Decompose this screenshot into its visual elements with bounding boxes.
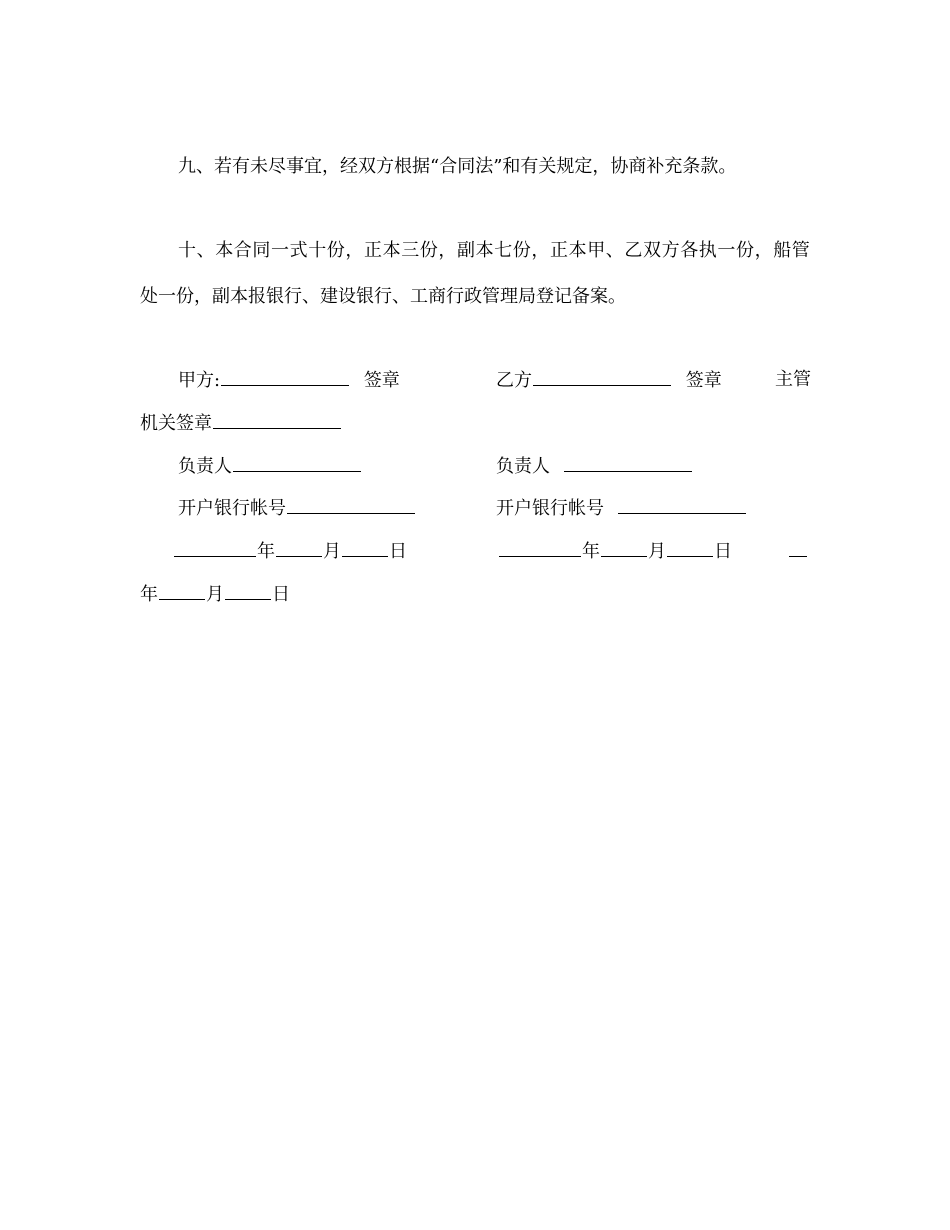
- authority-date-row: [140, 583, 290, 606]
- party-a-day-blank: [342, 540, 388, 557]
- party-a-responsible-blank: [233, 455, 361, 472]
- party-b-month-blank: [601, 540, 647, 557]
- party-a-bank-blank: [287, 497, 415, 514]
- party-a-month-label: 月: [323, 541, 341, 562]
- party-a-date-row: [173, 540, 407, 563]
- party-b-responsible-row: [496, 455, 693, 478]
- party-a-responsible-label: 负责人: [178, 456, 232, 477]
- party-a-responsible-row: [178, 455, 362, 478]
- party-a-day-label: 日: [389, 541, 407, 562]
- party-b-blank: [533, 369, 671, 386]
- authority-year-blank-start: [789, 540, 807, 557]
- authority-month-blank: [159, 583, 205, 600]
- party-a-row: [178, 369, 400, 392]
- party-b-responsible-label: 负责人: [496, 456, 550, 477]
- party-b-day-label: 日: [714, 541, 732, 562]
- authority-month-label: 月: [206, 584, 224, 605]
- party-a-seal-label: 签章: [363, 370, 400, 391]
- authority-label-part-1: 主管: [775, 369, 811, 390]
- party-a-bank-label: 开户银行帐号: [178, 498, 286, 519]
- clause-ten-line-2: 处一份，副本报银行、建设银行、工商行政管理局登记备案。: [140, 286, 626, 307]
- party-a-year-label: 年: [257, 541, 275, 562]
- party-b-bank-row: [496, 497, 747, 520]
- authority-day-label: 日: [272, 584, 290, 605]
- party-b-bank-blank: [618, 497, 746, 514]
- party-b-month-label: 月: [648, 541, 666, 562]
- party-b-date-row: [498, 540, 732, 563]
- party-b-year-blank: [499, 540, 581, 557]
- authority-day-blank: [225, 583, 271, 600]
- authority-year-label: 年: [140, 584, 158, 605]
- party-b-label: 乙方: [496, 370, 532, 391]
- authority-blank: [213, 412, 341, 429]
- party-b-row: [496, 369, 722, 392]
- clause-nine: 九、若有未尽事宜，经双方根据“合同法”和有关规定，协商补充条款。: [178, 156, 737, 177]
- authority-date-row-start: [788, 540, 808, 563]
- party-b-responsible-blank: [564, 455, 692, 472]
- party-a-year-blank: [174, 540, 256, 557]
- authority-label-part-2: 机关签章: [140, 413, 212, 434]
- party-b-seal-label: 签章: [685, 370, 722, 391]
- party-b-bank-label: 开户银行帐号: [496, 498, 604, 519]
- party-a-bank-row: [178, 497, 416, 520]
- clause-ten-line-1: 十、本合同一式十份，正本三份，副本七份，正本甲、乙双方各执一份，船管: [178, 240, 811, 261]
- authority-row: [140, 412, 342, 435]
- party-a-blank: [221, 369, 349, 386]
- party-b-day-blank: [667, 540, 713, 557]
- party-b-year-label: 年: [582, 541, 600, 562]
- party-a-month-blank: [276, 540, 322, 557]
- party-a-label: 甲方:: [178, 370, 221, 391]
